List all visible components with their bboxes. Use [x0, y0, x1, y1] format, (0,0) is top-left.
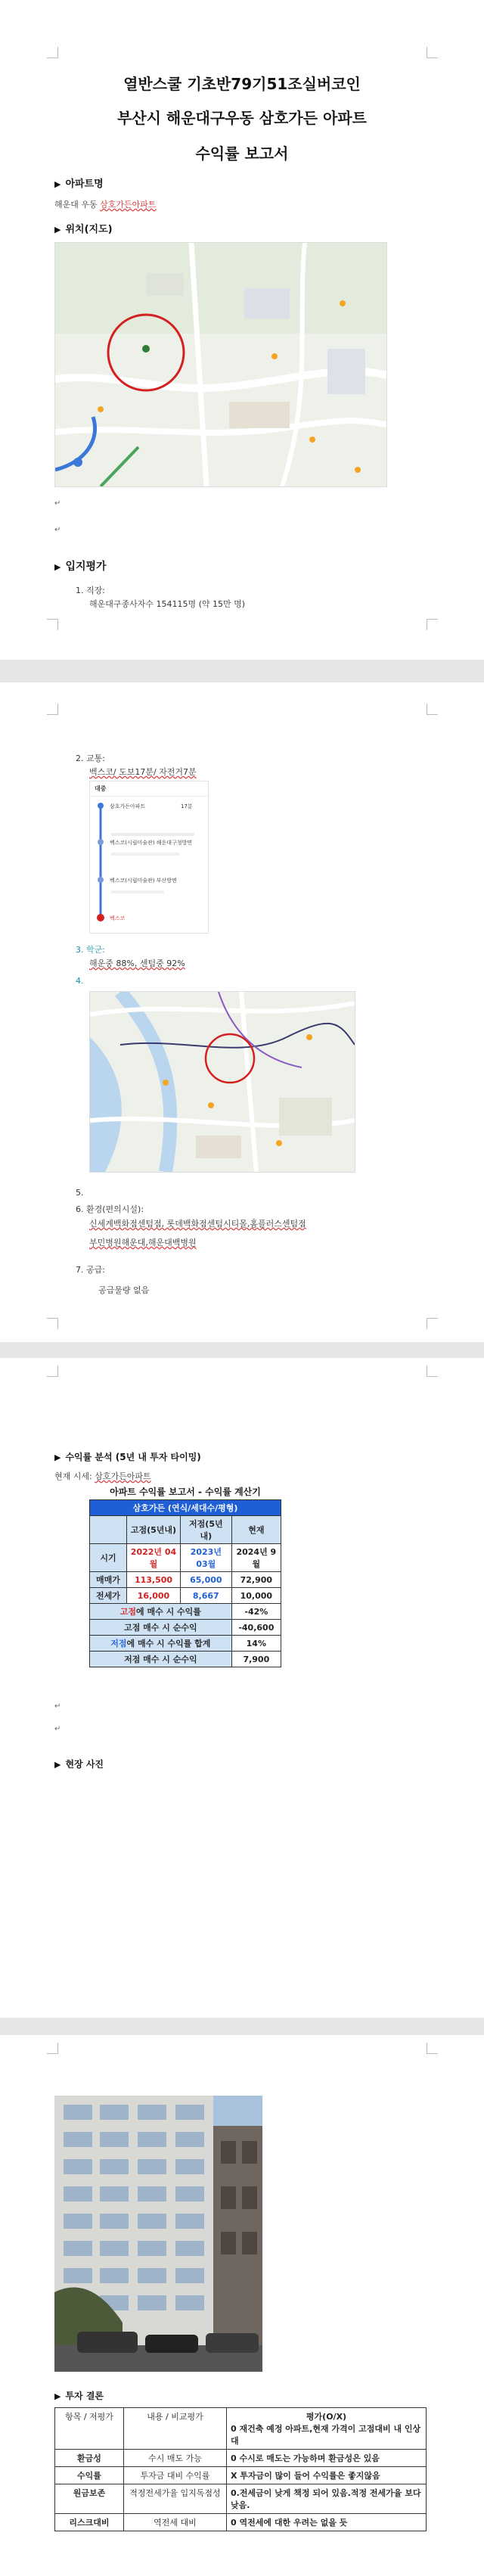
route-from: 삼호가든아파트	[110, 803, 146, 809]
row-sale: 매매가	[90, 1572, 127, 1588]
calc-row-value: -42%	[231, 1604, 281, 1620]
location-map	[54, 242, 387, 487]
route-stop-2: 벡스코(시립미술관) 부산방면	[110, 878, 177, 884]
row-time: 시기	[90, 1544, 127, 1572]
paragraph-mark: ↵	[54, 1702, 61, 1711]
route-to: 벡스코	[110, 915, 126, 921]
apt-name-text: 해운대 우동 삼호가든아파트	[54, 200, 157, 210]
page-4	[0, 2035, 484, 2576]
paragraph-mark: ↵	[54, 526, 61, 534]
apt-name-heading: ▶ 아파트명	[54, 179, 104, 190]
conclusion-cell-item: 원금보존	[55, 2484, 124, 2514]
calc-row-label: 고점 매수 시 순수익	[90, 1620, 232, 1636]
transit-route-panel	[89, 781, 209, 934]
col-low: 저점(5년내)	[180, 1516, 231, 1544]
margin-mark	[427, 1366, 438, 1377]
eval-item-4-label: 4.	[76, 976, 84, 986]
conclusion-cell-eval: 0 수시로 매도는 가능하며 환금성은 있음	[227, 2450, 427, 2467]
bullet-triangle-icon: ▶	[54, 1453, 61, 1462]
bullet-triangle-icon: ▶	[54, 2391, 61, 2401]
margin-mark	[47, 1318, 58, 1329]
bullet-triangle-icon: ▶	[54, 225, 61, 235]
eval-item-2-value: 벡스코/ 도보17분/ 자전거7분	[89, 767, 197, 777]
conclusion-header-1: 항목 / 저평가	[55, 2408, 124, 2450]
sale-now: 72,900	[231, 1572, 281, 1588]
paragraph-mark: ↵	[54, 1725, 61, 1733]
eval-item-2-label: 2. 교통:	[76, 754, 105, 763]
calc-title: 아파트 수익률 보고서 - 수익률 계산기	[110, 1487, 261, 1497]
conclusion-cell-content: 역전세 대비	[124, 2514, 227, 2531]
margin-mark	[47, 1366, 58, 1377]
page-2	[0, 682, 484, 1342]
margin-mark	[47, 47, 58, 58]
conclusion-row-1-eval: 0 재건축 예정 아파트,현재 가격이 고점대비 내 인상대	[231, 2424, 421, 2446]
report-title-line1: 열반스쿨 기초반79기51조실버코인	[123, 75, 361, 93]
calc-row-label: 저점에 매수 시 수익률 합계	[90, 1636, 232, 1652]
conclusion-cell-item: 리스크대비	[55, 2514, 124, 2531]
report-title-line3: 수익률 보고서	[195, 144, 289, 163]
eval-item-3-label: 3. 학군:	[76, 945, 105, 955]
eval-item-1-value: 해운대구종사자수 154115명 (약 15만 명)	[89, 599, 246, 609]
conclusion-cell-item: 환금성	[55, 2450, 124, 2467]
time-low: 2023년 03월	[180, 1544, 231, 1572]
rent-high: 16,000	[127, 1588, 181, 1604]
bullet-triangle-icon: ▶	[54, 562, 61, 572]
margin-mark	[427, 704, 438, 715]
conclusion-cell-eval: 0 역전세에 대한 우려는 없을 듯	[227, 2514, 427, 2531]
conclusion-cell-content: 수시 매도 가능	[124, 2450, 227, 2467]
margin-mark	[427, 2043, 438, 2054]
site-photo	[54, 2096, 262, 2372]
conclusion-table	[54, 2407, 427, 2531]
eval-item-7-value: 공급물량 없음	[98, 1285, 150, 1295]
margin-mark	[47, 2043, 58, 2054]
margin-mark	[47, 704, 58, 715]
eval-item-5-label: 5.	[76, 1188, 84, 1198]
conclusion-cell-content: 투자금 대비 수익률	[124, 2467, 227, 2484]
sale-low: 65,000	[180, 1572, 231, 1588]
rent-low: 8,667	[180, 1588, 231, 1604]
conclusion-cell-eval: 0.전세금이 낮게 책정 되어 있음.적정 전세가율 보다 낮음.	[227, 2484, 427, 2514]
location-heading: ▶ 위치(지도)	[54, 224, 113, 235]
sale-high: 113,500	[127, 1572, 181, 1588]
calc-row-label: 고점에 매수 시 수익률	[90, 1604, 232, 1620]
rent-now: 10,000	[231, 1588, 281, 1604]
report-title-line2: 부산시 해운대구우동 삼호가든 아파트	[116, 109, 367, 127]
yield-table	[89, 1499, 281, 1667]
conclusion-cell-item: 수익률	[55, 2467, 124, 2484]
paragraph-mark: ↵	[54, 499, 61, 508]
eval-heading: ▶ 입지평가	[54, 561, 107, 573]
eval-item-6-line1: 신세계백화점센텀점, 롯데백화점센텀시티몰,홈플러스센텀점	[89, 1219, 306, 1229]
eval-item-3-value: 해운중 88%, 센텀중 92%	[89, 959, 185, 968]
bullet-triangle-icon: ▶	[54, 1760, 61, 1770]
time-high: 2022년 04월	[127, 1544, 181, 1572]
calc-row-value: 14%	[231, 1636, 281, 1652]
site-photo-heading: ▶ 현장 사진	[54, 1759, 104, 1770]
margin-mark	[47, 619, 58, 630]
col-high: 고점(5년내)	[127, 1516, 181, 1544]
yield-calculator	[89, 1485, 281, 1667]
calc-row-label: 저점 매수 시 순수익	[90, 1652, 232, 1667]
route-stop-1: 벡스코(시립미술관) 해운대구청방면	[110, 840, 193, 846]
margin-mark	[427, 1318, 438, 1329]
calc-row-value: -40,600	[231, 1620, 281, 1636]
conclusion-cell-content: 적정전세가율 입지독점성	[124, 2484, 227, 2514]
row-rent: 전세가	[90, 1588, 127, 1604]
calc-subtitle: 삼호가든 (연식/세대수/평형)	[90, 1500, 281, 1516]
conclusion-heading: ▶ 투자 결론	[54, 2391, 104, 2401]
margin-mark	[427, 619, 438, 630]
route-header: 대중	[90, 782, 208, 797]
eval-item-1-label: 1. 직장:	[76, 586, 105, 595]
route-time: 17분	[181, 803, 193, 809]
calc-row-value: 7,900	[231, 1652, 281, 1667]
school-district-map	[89, 991, 355, 1173]
eval-item-6-line2: 부민병원해운대,해운대백병원	[89, 1238, 197, 1248]
current-price-line: 현재 시세: 삼호가든아파트	[54, 1471, 151, 1481]
time-now: 2024년 9월	[231, 1544, 281, 1572]
col-now: 현재	[231, 1516, 281, 1544]
conclusion-header-3: 평가(O/X) 0 재건축 예정 아파트,현재 가격이 고점대비 내 인상대	[227, 2408, 427, 2450]
page-1	[0, 0, 484, 660]
conclusion-header-2: 내용 / 비교평가	[124, 2408, 227, 2450]
eval-item-6-label: 6. 환경(편의시설):	[76, 1204, 144, 1214]
eval-item-7-label: 7. 공급:	[76, 1265, 105, 1275]
bullet-triangle-icon: ▶	[54, 179, 61, 189]
conclusion-cell-eval: X 투자금이 많이 들어 수익률은 좋지않음	[227, 2467, 427, 2484]
analysis-heading: ▶ 수익률 분석 (5년 내 투자 타이밍)	[54, 1452, 201, 1462]
page-3	[0, 1358, 484, 2018]
margin-mark	[427, 47, 438, 58]
